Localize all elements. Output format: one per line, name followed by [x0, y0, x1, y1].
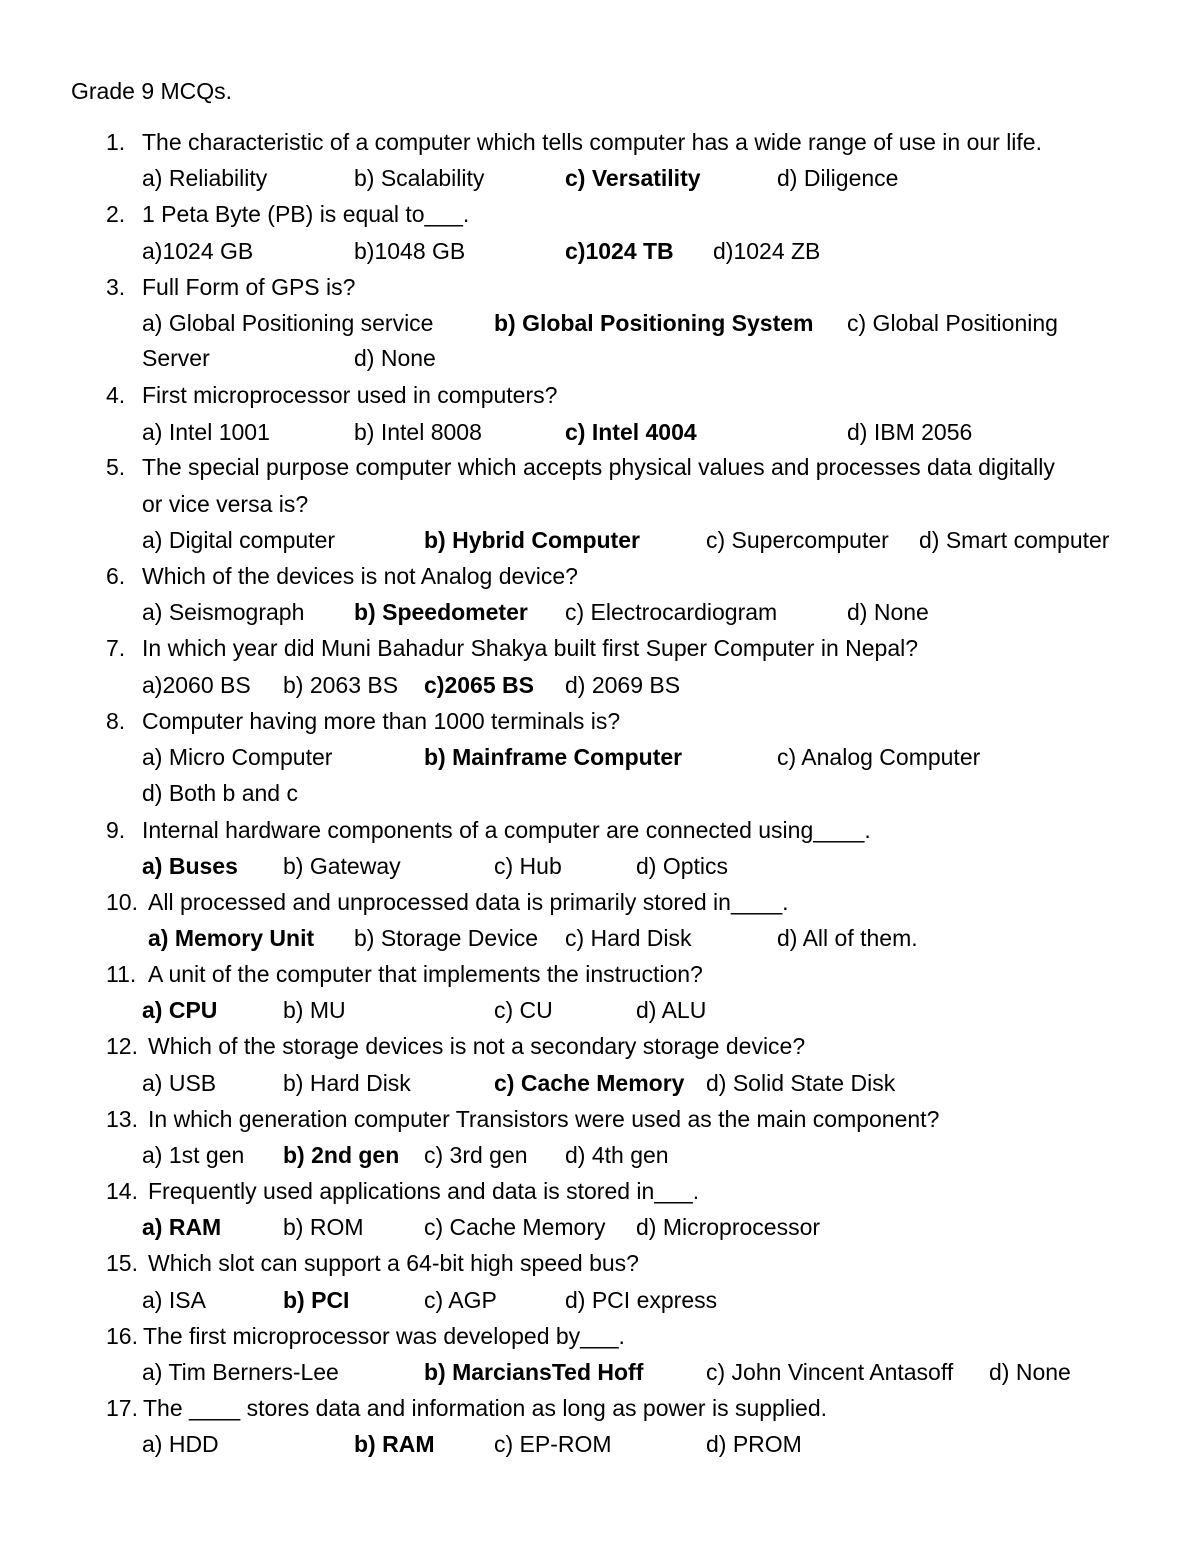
option: c) 3rd gen [424, 1142, 528, 1168]
option: d) PROM [706, 1431, 802, 1457]
correct-option: c) Intel 4004 [565, 419, 697, 445]
option: c) Electrocardiogram [565, 599, 778, 625]
option: a) ISA [142, 1287, 206, 1313]
option: c) Hub [494, 853, 562, 879]
correct-option: a) Memory Unit [148, 925, 315, 951]
option: Server [142, 345, 210, 371]
question-number: 3. [106, 274, 126, 300]
option: a) Seismograph [142, 599, 305, 625]
correct-option: c) Cache Memory [494, 1070, 685, 1096]
question-number: 4. [106, 382, 126, 408]
question-text: In which year did Muni Bahadur Shakya built first Super Computer in Nepal? [142, 635, 919, 661]
correct-option: a) Buses [142, 853, 238, 879]
correct-option: b) Speedometer [354, 599, 528, 625]
question-number: 12. [106, 1033, 138, 1059]
question-number: 6. [106, 563, 126, 589]
correct-option: b) Mainframe Computer [424, 744, 683, 770]
option: a)2060 BS [142, 672, 251, 698]
correct-option: b) Global Positioning System [494, 310, 814, 336]
question-text-continued: or vice versa is? [142, 491, 309, 517]
correct-option: b) PCI [283, 1287, 350, 1313]
question-text: Which slot can support a 64-bit high speed bus? [148, 1250, 639, 1276]
question-number: 17. [106, 1395, 138, 1421]
option: b) Intel 8008 [354, 419, 482, 445]
question-text: Frequently used applications and data is stored in___. [148, 1178, 700, 1204]
correct-option: c) Versatility [565, 165, 701, 191]
question-text: The special purpose computer which accepts physical values and processes data digitally [142, 454, 1055, 480]
option: c) EP-ROM [494, 1431, 612, 1457]
option: d) 4th gen [565, 1142, 669, 1168]
correct-option: b) MarciansTed Hoff [424, 1359, 644, 1385]
question-text: A unit of the computer that implements the instruction? [148, 961, 703, 987]
option: d) Microprocessor [636, 1214, 821, 1240]
question-number: 9. [106, 817, 126, 843]
option: b) Gateway [283, 853, 401, 879]
option: c) Global Positioning [847, 310, 1058, 336]
option: c) Cache Memory [424, 1214, 606, 1240]
option: d) Smart computer [919, 527, 1110, 553]
option: c) Hard Disk [565, 925, 692, 951]
question-number: 16. [106, 1323, 138, 1349]
question-text: In which generation computer Transistors were used as the main component? [148, 1106, 940, 1132]
option: c) AGP [424, 1287, 497, 1313]
question-number: 8. [106, 708, 126, 734]
question-number: 11. [106, 961, 137, 987]
option: b) MU [283, 997, 346, 1023]
page-title: Grade 9 MCQs. [71, 78, 233, 104]
question-text: Which of the devices is not Analog device? [142, 563, 578, 589]
correct-option: a) RAM [142, 1214, 222, 1240]
option: a)1024 GB [142, 238, 254, 264]
option: b) ROM [283, 1214, 364, 1240]
option: a) HDD [142, 1431, 219, 1457]
option: d)1024 ZB [713, 238, 821, 264]
option: a) Global Positioning service [142, 310, 434, 336]
option: b) Storage Device [354, 925, 539, 951]
question-text: 1 Peta Byte (PB) is equal to___. [142, 201, 470, 227]
option: d) Optics [636, 853, 729, 879]
option: d) None [354, 345, 436, 371]
option: d) 2069 BS [565, 672, 681, 698]
question-text: The first microprocessor was developed by___. [143, 1323, 625, 1349]
option: b) Scalability [354, 165, 485, 191]
correct-option: a) CPU [142, 997, 218, 1023]
question-text: The characteristic of a computer which tells computer has a wide range of use in our life. [142, 129, 1042, 155]
option: c) Analog Computer [777, 744, 981, 770]
option: a) USB [142, 1070, 217, 1096]
question-text: First microprocessor used in computers? [142, 382, 558, 408]
option: a) Reliability [142, 165, 268, 191]
correct-option: c)2065 BS [424, 672, 534, 698]
question-number: 7. [106, 635, 126, 661]
option: d) Diligence [777, 165, 899, 191]
option: b)1048 GB [354, 238, 466, 264]
question-text: All processed and unprocessed data is primarily stored in____. [148, 889, 789, 915]
question-number: 15. [106, 1250, 138, 1276]
question-number: 10. [106, 889, 138, 915]
option: d) IBM 2056 [847, 419, 973, 445]
question-text: The ____ stores data and information as long as power is supplied. [143, 1395, 828, 1421]
option: a) Micro Computer [142, 744, 333, 770]
question-number: 2. [106, 201, 126, 227]
option: d) PCI express [565, 1287, 718, 1313]
option: d) Both b and c [142, 780, 298, 806]
question-text: Full Form of GPS is? [142, 274, 356, 300]
option: d) All of them. [777, 925, 918, 951]
question-number: 1. [106, 129, 126, 155]
option: c) CU [494, 997, 553, 1023]
question-number: 14. [106, 1178, 138, 1204]
question-text: Which of the storage devices is not a secondary storage device? [148, 1033, 806, 1059]
correct-option: b) Hybrid Computer [424, 527, 640, 553]
option: a) 1st gen [142, 1142, 245, 1168]
question-text: Computer having more than 1000 terminals is? [142, 708, 621, 734]
option: a) Digital computer [142, 527, 336, 553]
option: d) None [847, 599, 929, 625]
option: a) Tim Berners-Lee [142, 1359, 339, 1385]
question-number: 5. [106, 454, 126, 480]
option: d) ALU [636, 997, 707, 1023]
option: d) Solid State Disk [706, 1070, 896, 1096]
correct-option: b) RAM [354, 1431, 435, 1457]
question-number: 13. [106, 1106, 138, 1132]
option: a) Intel 1001 [142, 419, 270, 445]
correct-option: b) 2nd gen [283, 1142, 400, 1168]
option: c) John Vincent Antasoff [706, 1359, 954, 1385]
option: c) Supercomputer [706, 527, 889, 553]
question-text: Internal hardware components of a computer are connected using____. [142, 817, 871, 843]
correct-option: c)1024 TB [565, 238, 674, 264]
option: b) 2063 BS [283, 672, 399, 698]
option: b) Hard Disk [283, 1070, 411, 1096]
option: d) None [989, 1359, 1071, 1385]
